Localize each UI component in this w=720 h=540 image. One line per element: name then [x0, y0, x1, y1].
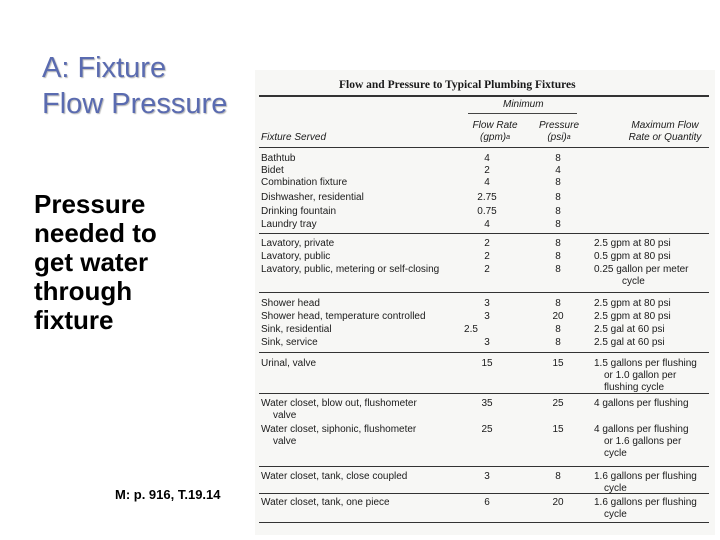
slide-title-line-2: Flow Pressure	[42, 88, 228, 120]
table-rule	[259, 393, 709, 394]
header-flow: Flow Rate (gpm)$^a$	[472, 120, 518, 143]
body-line: Pressure	[34, 189, 146, 219]
header-pressure: Pressure (psi)$^a$	[538, 120, 579, 143]
body-line: get water	[34, 247, 149, 277]
scanned-table: Flow and Pressure to Typical Plumbing Fixtures Minimum Fixture Served Flow Rate (gpm)$^a$ Pressure (psi)$^a$ Maximum Flow Rate or Quantity Bathtub 4 8 Bidet 2 4 Combination fixture 4 8 Dishwasher, residential 2.75 8 Drinking fountain 0.75 8 Laundry tray 4 8 Lavatory, private 2 8 2.5 gpm at 80 psi Lavatory, public 2 8 0.5 gpm at 80 psi Lavatory, public, metering or self-closing 2 8 0.25 gallon per meter cycle Shower head 3 8 2.5 gpm at 80 psi Shower head, temperature controlled 3 20 2.5 gpm at 80 psi Sink, residential 2.5 8 2.5 gal at 60 psi Sink, service 3 8 2.5 gal at 60 psi Urinal, valve 15 15 1.5 gallons per flushing or 1.0 gallon per flushing cycle Water closet, blow out, flushometer valve 35 25 4 gallons per flushing Water closet, siphonic, flushometer valve 25 15 4 gallons per flushing or 1.6 gallons per cycle Water closet, tank, close coupled 3 8 1.6 gallons per flushing cycle Water closet, tank, one piece 6 20 1.6 gallons per flushing cycle	[255, 70, 715, 535]
body-line: fixture	[34, 305, 114, 335]
table-title: Flow and Pressure to Typical Plumbing Fixtures	[339, 79, 576, 91]
table-rule	[259, 352, 709, 353]
table-rule-top	[259, 95, 709, 97]
table-rule-header	[259, 147, 709, 148]
body-line: needed to	[34, 218, 157, 248]
slide-title-line-1: A: Fixture	[42, 52, 167, 84]
header-minimum-rule	[468, 113, 577, 114]
table-rule	[259, 493, 709, 494]
table-rule	[259, 466, 709, 467]
header-minimum: Minimum	[503, 99, 544, 110]
header-max-flow: Maximum Flow Rate or Quantity	[628, 120, 702, 143]
table-rule	[259, 233, 709, 234]
table-rule	[259, 292, 709, 293]
body-text	[34, 190, 157, 335]
slide-title	[42, 50, 227, 122]
citation: M: p. 916, T.19.14	[115, 487, 221, 502]
header-fixture: Fixture Served	[261, 132, 327, 143]
body-line: through	[34, 276, 133, 306]
table-rule-bottom	[259, 522, 709, 523]
